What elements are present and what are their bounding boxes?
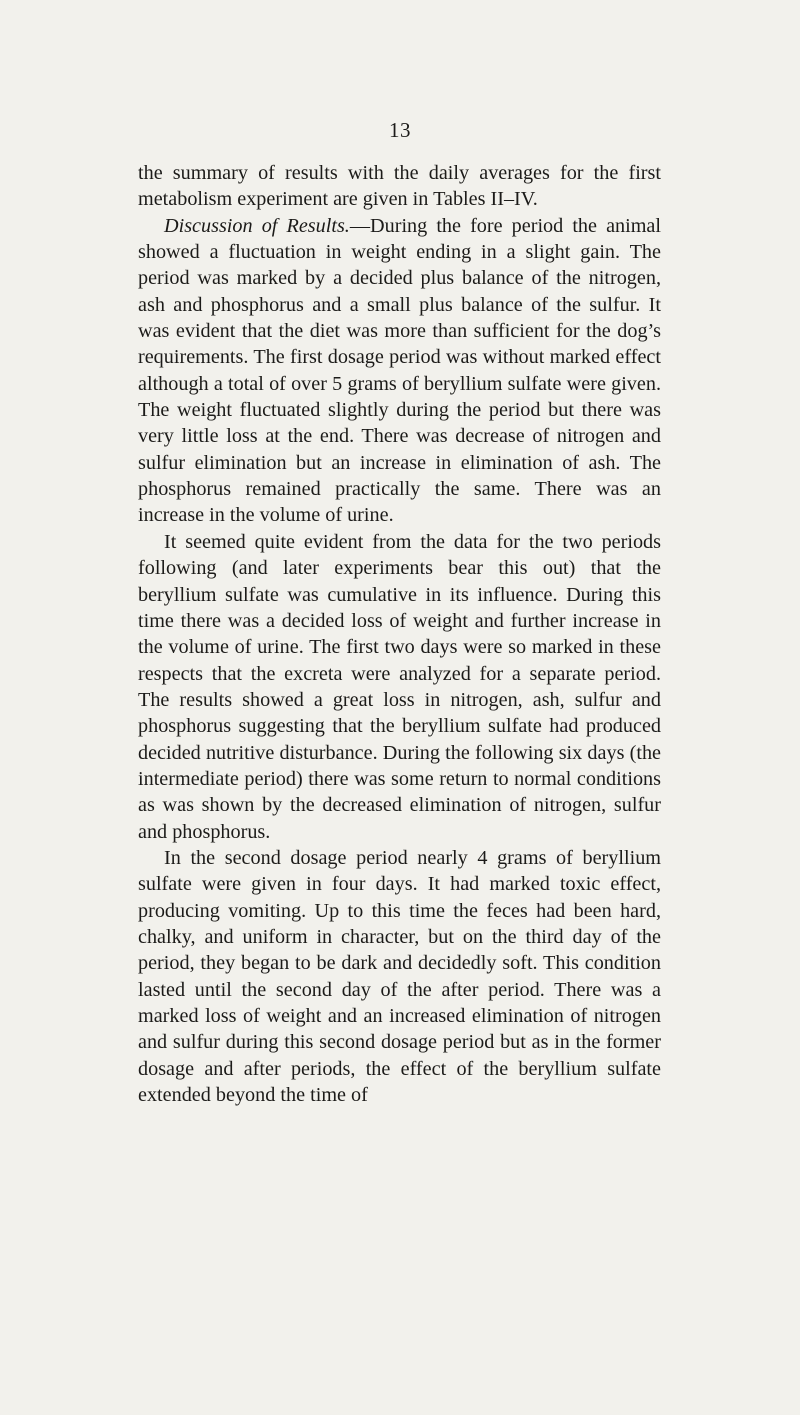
section-heading: Discussion of Results. [164, 214, 350, 237]
paragraph-text: It seemed quite evident from the data for the two periods following (and later experiments bear this out) that the beryllium sulfate was cumulative in its influence. During this time there was a decided loss of weight and further increase in the volume of urine. The first two days were so marked in these respects that the excreta were analyzed for a separate period. The results showed a great loss in nitrogen, ash, sulfur and phosphorus suggesting that the beryllium sulfate had produced decided nutritive disturbance. During the following six days (the intermediate period) there was some return to normal conditions as was shown by the decreased elimination of nitrogen, sulfur and phosphorus. [138, 530, 661, 843]
paragraph-cumulative-effect [138, 529, 661, 845]
paragraph-text: —During the fore period the animal showed a fluctuation in weight ending in a slight gain. The period was marked by a decided plus balance of the nitrogen, ash and phosphorus and a small plus balance of the sulfur. It was evident that the diet was more than sufficient for the dog’s requirements. The first dosage period was without marked effect although a total of over 5 grams of beryllium sulfate were given. The weight fluctuated slightly during the period but there was very little loss at the end. There was decrease of nitrogen and sulfur elimination but an increase in elimination of ash. The phosphorus remained practically the same. There was an increase in the volume of urine. [138, 214, 662, 527]
page-number: 13 [389, 118, 411, 142]
paragraph-continuation [138, 160, 661, 213]
paragraph-text: In the second dosage period nearly 4 grams of beryllium sulfate were given in four days. It had marked toxic effect, producing vomiting. Up to this time the feces had been hard, chalky, and uniform in character, but on the third day of the period, they began to be dark and decidedly soft. This condition lasted until the second day of the after period. There was a marked loss of weight and an increased elimination of nitrogen and sulfur during this second dosage period but as in the former dosage and after periods, the effect of the beryllium sulfate extended beyond the time of [138, 846, 661, 1107]
paragraph-second-dosage [138, 845, 661, 1108]
paragraph-text: the summary of results with the daily averages for the first metabolism experiment are given in Tables II–IV. [138, 162, 661, 211]
paragraph-discussion [138, 213, 661, 529]
body-text [138, 160, 661, 1108]
